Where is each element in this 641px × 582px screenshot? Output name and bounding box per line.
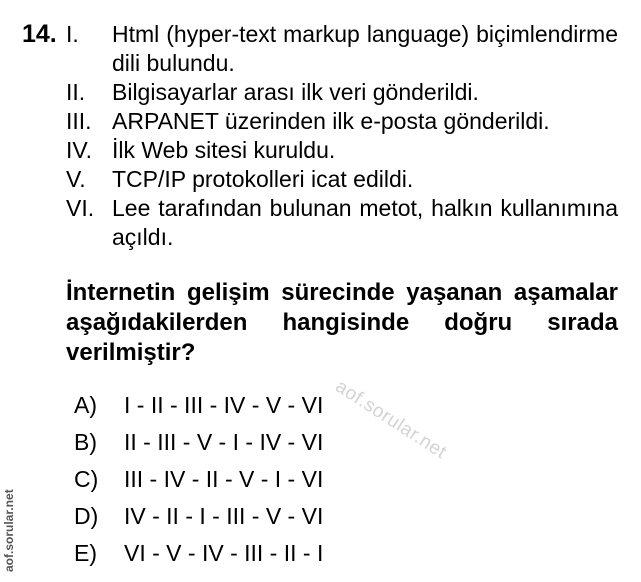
statement-item	[66, 194, 618, 252]
statement-text: TCP/IP protokolleri icat edildi.	[112, 166, 414, 192]
option-letter: E)	[74, 540, 97, 566]
statement-text: İlk Web sitesi kuruldu.	[112, 137, 336, 163]
statement-item	[66, 136, 618, 165]
answer-option-e[interactable]	[74, 535, 323, 572]
option-letter: B)	[74, 429, 97, 455]
option-letter: D)	[74, 503, 99, 529]
question-stem: İnternetin gelişim sürecinde yaşanan aşamalar aşağıdakilerden hangisinde doğru sırada verilmiştir?	[66, 279, 618, 366]
statement-item	[66, 78, 618, 107]
statement-numeral: V.	[66, 166, 86, 192]
answer-option-b[interactable]	[74, 424, 323, 461]
answer-option-d[interactable]	[74, 498, 323, 535]
option-text: VI - V - IV - III - II - I	[124, 540, 324, 566]
option-letter: C)	[74, 466, 99, 492]
statement-numeral: VI.	[66, 195, 95, 221]
statement-text: Html (hyper-text markup language) biçimlendirme dili bulundu.	[112, 21, 618, 76]
option-text: IV - II - I - III - V - VI	[124, 503, 324, 529]
option-text: II - III - V - I - IV - VI	[124, 429, 324, 455]
statement-text: Bilgisayarlar arası ilk veri gönderildi.	[112, 79, 479, 105]
statement-text: ARPANET üzerinden ilk e-posta gönderildi.	[112, 108, 550, 134]
statement-item	[66, 165, 618, 194]
answer-option-c[interactable]	[74, 461, 323, 498]
statement-text: Lee tarafından bulunan metot, halkın kullanımına açıldı.	[112, 195, 618, 250]
option-text: I - II - III - IV - V - VI	[124, 392, 324, 418]
watermark-diagonal: aof.sorular.net	[331, 376, 451, 464]
question-number: 14.	[22, 20, 57, 48]
statement-numeral: IV.	[66, 137, 93, 163]
statement-numeral: II.	[66, 79, 86, 105]
watermark-side: aof.sorular.net	[2, 489, 16, 572]
option-text: III - IV - II - V - I - VI	[124, 466, 324, 492]
answer-option-a[interactable]	[74, 387, 323, 424]
statement-numeral: III.	[66, 108, 92, 134]
answer-options	[74, 387, 323, 572]
option-letter: A)	[74, 392, 97, 418]
statement-item	[66, 20, 618, 78]
statement-list	[66, 20, 618, 252]
statement-item	[66, 107, 618, 136]
statement-numeral: I.	[66, 21, 79, 47]
